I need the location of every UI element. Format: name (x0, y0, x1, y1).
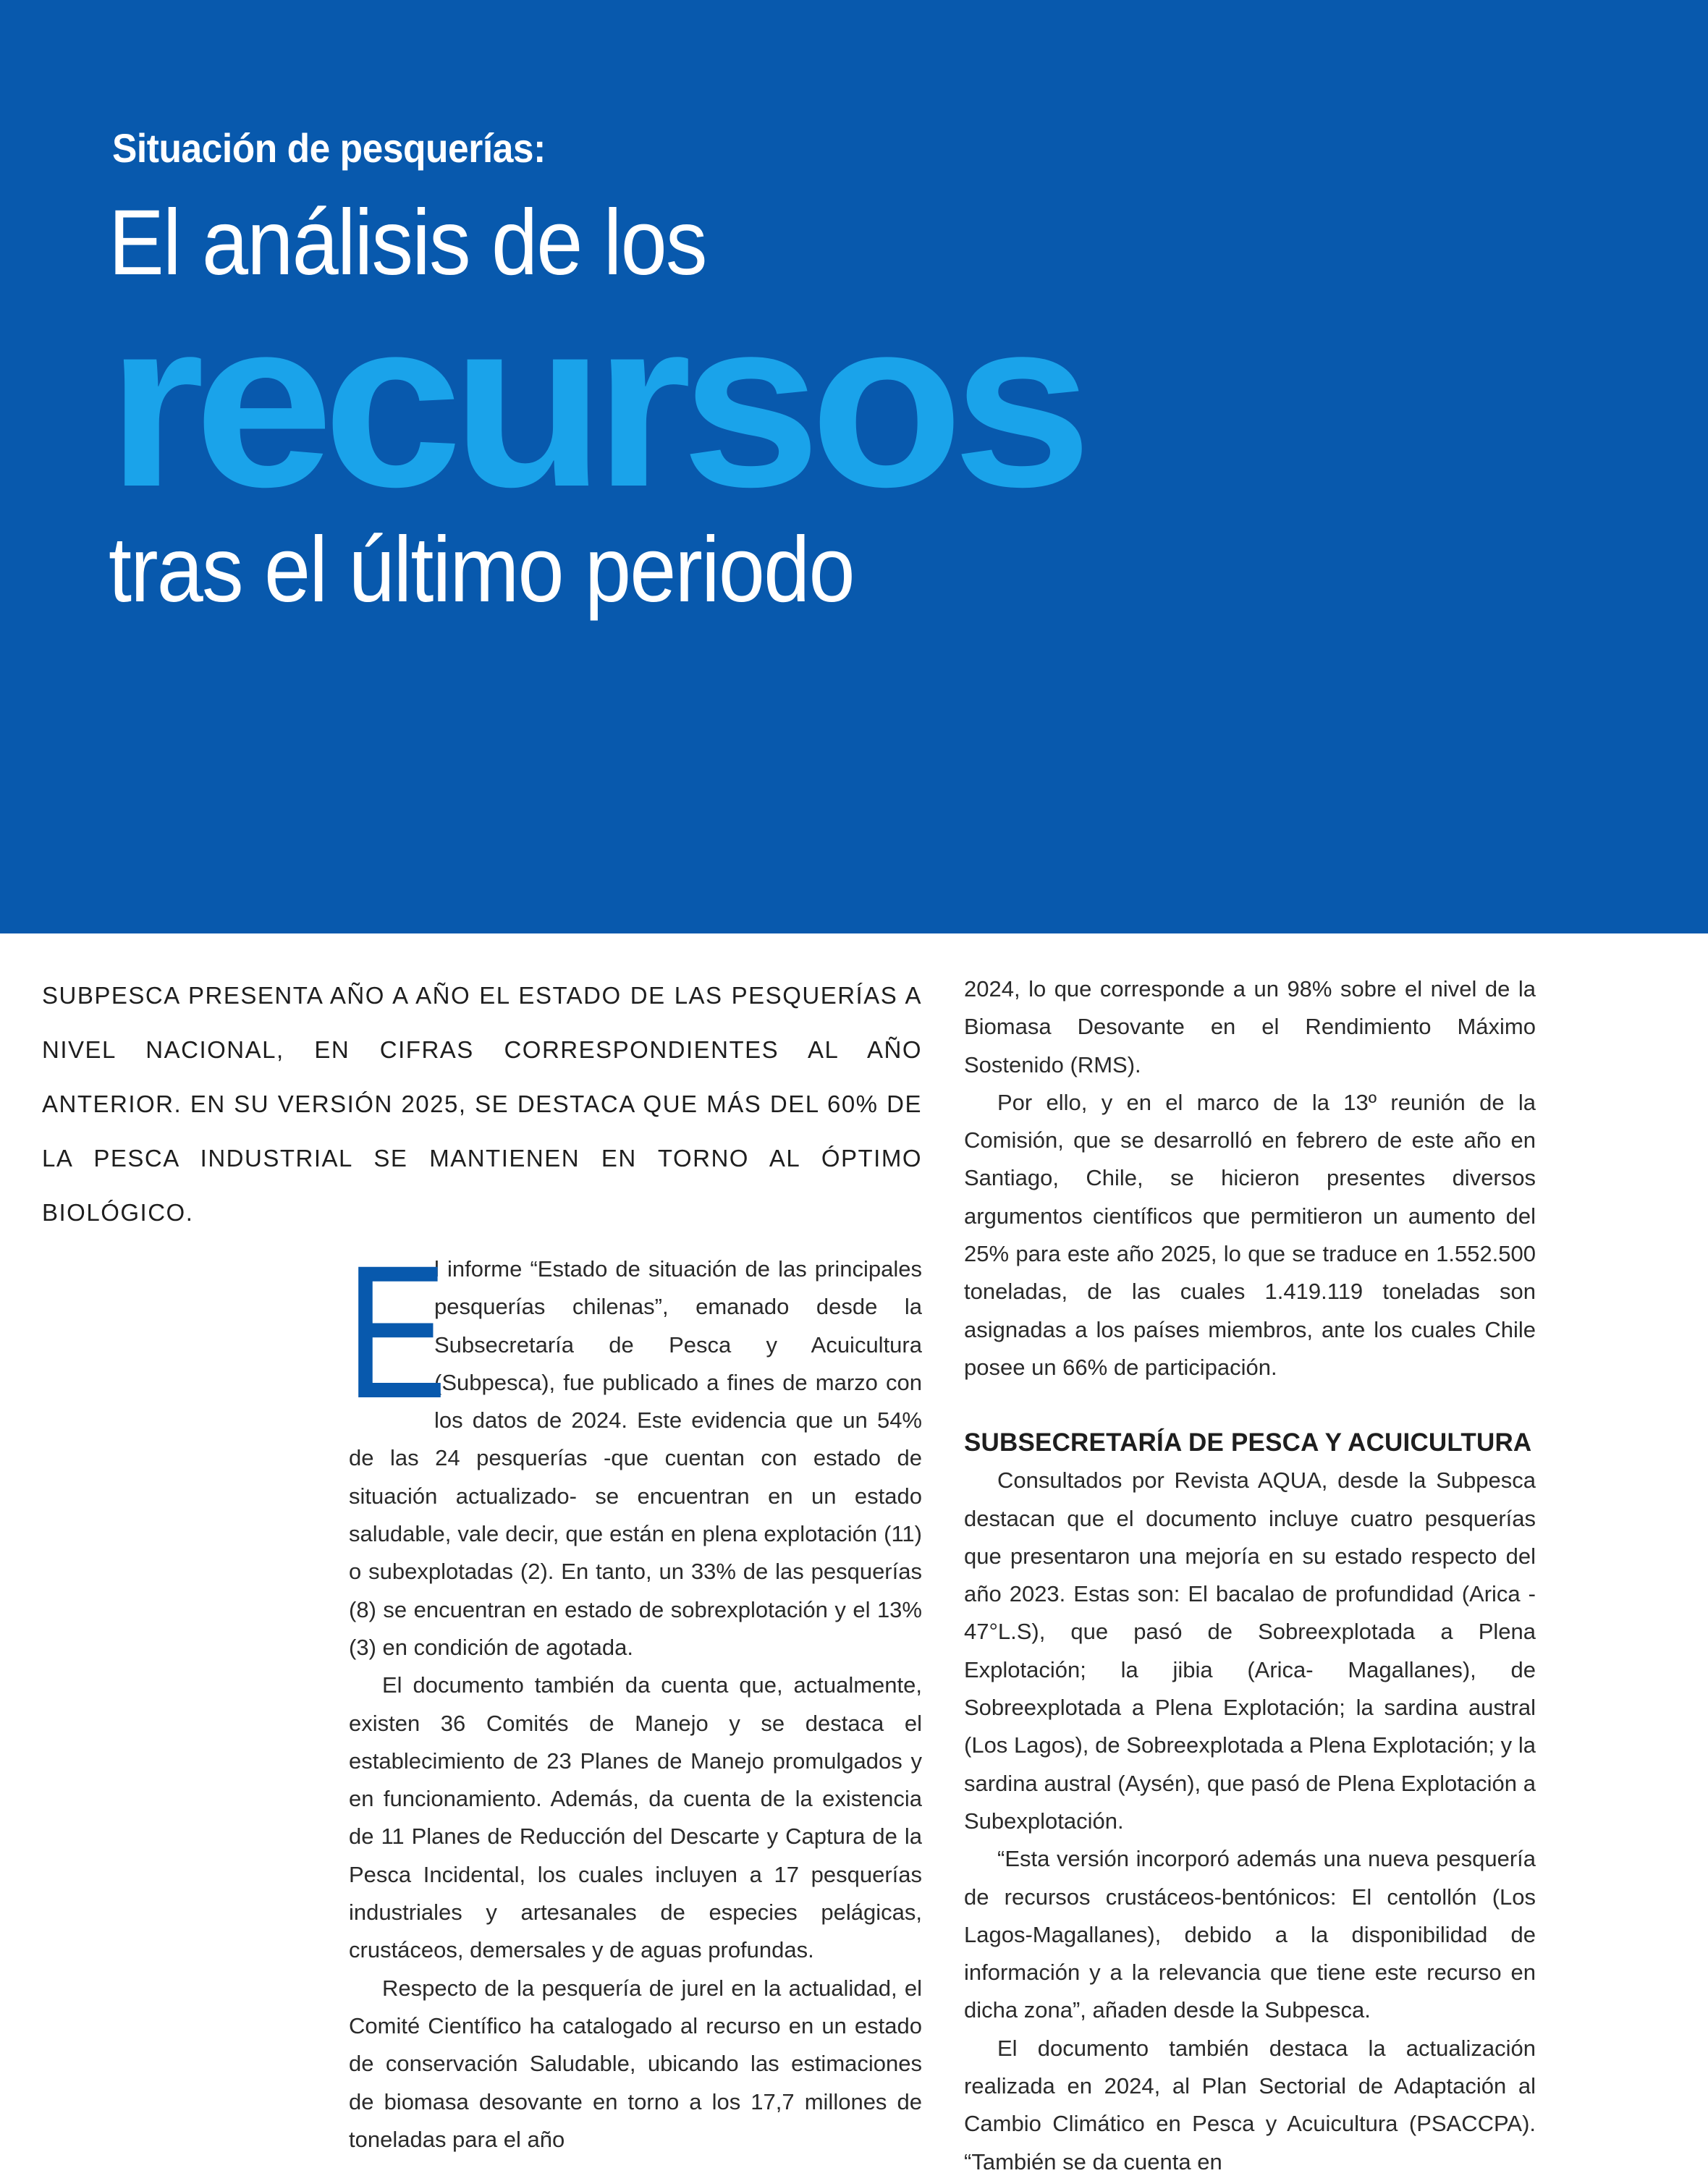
article-paragraph-3: Respecto de la pesquería de jurel en la actualidad, el Comité Científico ha catalogado al recurso en un estado de conservación Saludable, ubicando las estimaciones de biomasa desovante en torno a los 17,7 millones de toneladas para el año (349, 1975, 922, 2152)
paragraph-text: l informe “Estado de situación de las principales pesquerías chilenas”, emanado desde la Subsecretaría de Pesca y Acuicultura (Subpesca), fue publicado a fines de marzo con los datos de 2024. Este evidencia que un 54% de las 24 pesquerías -que cuentan con estado de situación actualizado- se encuentran en un estado saludable, vale decir, que están en plena explotación (11) o subexplotadas (2). En tanto, un 33% de las pesquerías (8) se encuentran en estado de sobrexplotación y el 13% (3) en condición de agotada. (349, 1256, 922, 1660)
article-paragraph-6: Consultados por Revista AQUA, desde la Subpesca destacan que el documento incluye cuatro pesquerías que presentaron una mejoría en su estado respecto del año 2023. Estas son: El bacalao de profundidad (Arica - 47°L.S), que pasó de Sobreexplotada a Plena Explotación; la jibia (Arica- Magallanes), de Sobreexplotada a Plena Explotación; la sardina austral (Los Lagos), de Sobreexplotada a Plena Explotación; y la sardina austral (Aysén), que pasó de Plena Explotación a Subexplotación. (964, 1468, 1536, 1834)
lead-paragraph: SUBPESCA PRESENTA AÑO A AÑO EL ESTADO DE LAS PESQUERÍAS A NIVEL NACIONAL, EN CIFRAS CORRESPONDIENTES AL AÑO ANTERIOR. EN SU VERSIÓN 2025, SE DESTACA QUE MÁS DEL 60% DE LA PESCA INDUSTRIAL SE MANTIENEN EN TORNO AL ÓPTIMO BIOLÓGICO. (42, 982, 922, 1226)
title-line-1: El análisis de los (109, 191, 706, 295)
article-column-right (964, 970, 1536, 2181)
section-kicker: Situación de pesquerías: (112, 125, 546, 171)
article-paragraph-5: Por ello, y en el marco de la 13º reunión de la Comisión, que se desarrolló en febrero de este año en Santiago, Chile, se hicieron presentes diversos argumentos científicos que permitieron un aumento del 25% para este año 2025, lo que se traduce en 1.552.500 toneladas, de las cuales 1.419.119 toneladas son asignadas a los países miembros, ante los cuales Chile posee un 66% de participación. (964, 1089, 1536, 1380)
article-paragraph-1 (346, 1226, 922, 1667)
article-paragraph-8: El documento también destaca la actualización realizada en 2024, al Plan Sectorial de Adaptación al Cambio Climático en Pesca y Acuicultura (PSACCPA). “También se da cuenta en (964, 2035, 1536, 2174)
header-banner (0, 0, 1708, 933)
article-paragraph-2: El documento también da cuenta que, actualmente, existen 36 Comités de Manejo y se destaca el establecimiento de 23 Planes de Manejo promulgados y en funcionamiento. Además, da cuenta de la existencia de 11 Planes de Reducción del Descarte y Captura de la Pesca Incidental, los cuales incluyen a 17 pesquerías industriales y artesanales de especies pelágicas, crustáceos, demersales y de aguas profundas. (349, 1672, 922, 1963)
article-paragraph-4: 2024, lo que corresponde a un 98% sobre el nivel de la Biomasa Desovante en el Rendimiento Máximo Sostenido (RMS). (964, 976, 1536, 1077)
title-big-word: recursos (107, 269, 1082, 536)
title-line-3: tras el último periodo (109, 518, 854, 622)
drop-cap: E (346, 1226, 447, 1438)
section-subheading: SUBSECRETARÍA DE PESCA Y ACUICULTURA (964, 1428, 1532, 1457)
article-paragraph-7: “Esta versión incorporó además una nueva pesquería de recursos crustáceos-bentónicos: El centollón (Los Lagos-Magallanes), debido a la disponibilidad de información y a la relevancia que tiene este recurso en dicha zona”, añaden desde la Subpesca. (964, 1846, 1536, 2023)
article-column-left (346, 1226, 922, 2159)
